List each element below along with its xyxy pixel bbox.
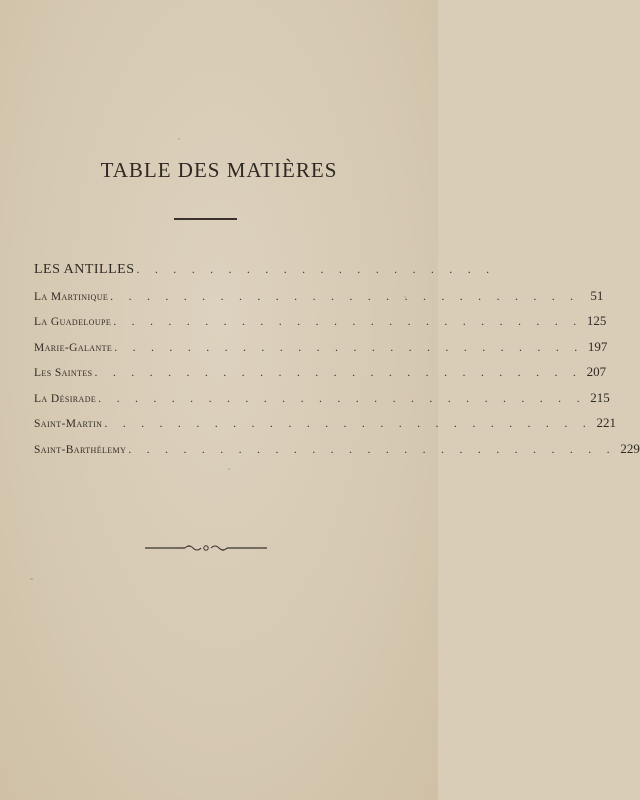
toc-entry-page: 207 [586,364,607,379]
toc-entry-label: La Désirade [34,392,97,405]
toc-entry-les-saintes[interactable] [34,364,607,390]
toc-entry-page: 197 [587,338,608,354]
toc-entry-la-desirade[interactable] [34,389,610,416]
toc-entry-leader: . . . . . . . . . . . . . . . . . . . . . . . . . . . [94,365,583,379]
toc-entry-la-martinique[interactable] [34,287,604,314]
paper-speck [178,138,180,140]
toc-entry-page: 51 [590,287,604,303]
toc-entry-saint-martin[interactable] [34,415,616,441]
toc-entry-label: LES ANTILLES [34,262,135,277]
paper-speck [30,578,33,580]
toc-entry-page: 229 [620,440,640,456]
toc-entry-leader: . . . . . . . . . . . . . . . . . . . . [136,262,496,276]
toc-entry-la-guadeloupe[interactable] [34,313,607,339]
toc-entry-label: Saint-Martin [34,418,103,430]
toc-entry-label: La Martinique [34,290,109,303]
toc-entry-leader: . . . . . . . . . . . . . . . . . . . . . . . . . . [110,288,580,303]
paper-speck [228,468,230,470]
toc-entry-saint-barthelemy[interactable] [34,440,640,467]
toc-entry-les-antilles[interactable] [34,262,496,288]
title-rule [174,218,237,220]
toc-entry-leader: . . . . . . . . . . . . . . . . . . . . . . . . . . . [128,441,616,456]
floral-rule-ornament-icon [145,541,267,555]
toc-entry-page: 125 [586,313,607,328]
toc-entry-leader: . . . . . . . . . . . . . . . . . . . . . . . . . . . [104,416,592,430]
toc-entry-page: 221 [596,415,616,430]
toc-entry-label: Les Saintes [34,367,93,379]
toc-entry-label: Saint-Barthélemy [34,443,127,456]
page-title: TABLE DES MATIÈRES [100,158,338,182]
toc-entry-page: 215 [590,389,610,405]
toc-entry-label: La Guadeloupe [34,316,112,328]
table-of-contents [34,262,640,466]
toc-entry-leader: . . . . . . . . . . . . . . . . . . . . . . . . . . [113,314,583,328]
toc-entry-marie-galante[interactable] [34,338,608,365]
toc-entry-leader: . . . . . . . . . . . . . . . . . . . . . . . . . . . [98,390,586,405]
toc-entry-label: Marie-Galante [34,341,113,354]
toc-entry-leader: . . . . . . . . . . . . . . . . . . . . . . . . . . [114,339,584,354]
